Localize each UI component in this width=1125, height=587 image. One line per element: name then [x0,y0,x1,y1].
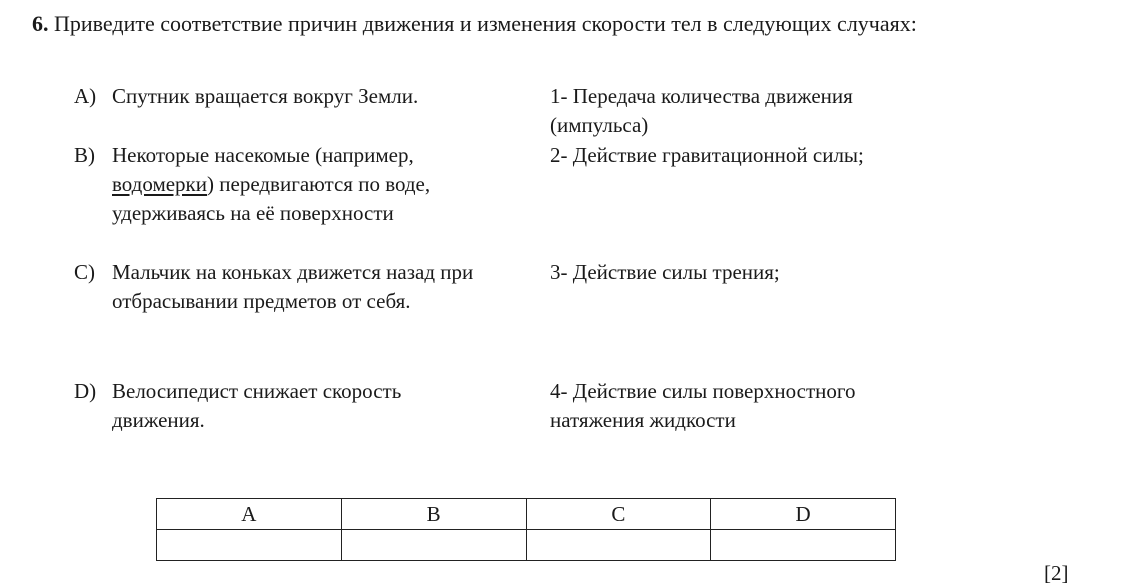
case-text-before: Некоторые насекомые (например, [112,143,414,167]
case-text-underlined: водомерки [112,172,208,196]
answer-header-c: C [526,499,711,530]
answer-cell-c[interactable] [526,530,711,561]
case-text: Спутник вращается вокруг Земли. [112,84,419,108]
answer-cell-d[interactable] [711,530,896,561]
case-d [74,377,544,435]
answer-table-header-row [157,499,896,530]
case-c [74,258,544,316]
cause-1: 1- Передача количества движения (импульса) [550,84,853,137]
score-marker: [2] [1044,561,1069,585]
case-letter: A) [74,84,97,108]
question-text: Приведите соответствие причин движения и изменения скорости тел в следующих случаях: [54,11,917,36]
case-text [112,141,432,228]
cause-2: 2- Действие гравитационной силы; [550,143,864,167]
case-text-after: ) передвигаются по воде, удерживаясь на её поверхности [112,172,431,225]
answer-table-input-row [157,530,896,561]
question-prompt [32,8,1092,40]
case-a [74,82,544,111]
case-letter: D) [74,379,97,403]
cause-4: 4- Действие силы поверхностного натяжения жидкости [550,379,856,432]
case-letter: C) [74,260,95,284]
answer-cell-b[interactable] [341,530,526,561]
case-b [74,141,544,228]
answer-header-d: D [711,499,896,530]
answer-table [156,498,896,561]
answer-header-b: B [341,499,526,530]
answer-cell-a[interactable] [157,530,342,561]
question-number: 6. [32,11,49,36]
cause-3: 3- Действие силы трения; [550,260,780,284]
answer-header-a: A [157,499,342,530]
case-text: Велосипедист снижает скорость движения. [112,379,402,432]
case-letter: B) [74,143,95,167]
case-text: Мальчик на коньках движется назад при отбрасывании предметов от себя. [112,260,474,313]
